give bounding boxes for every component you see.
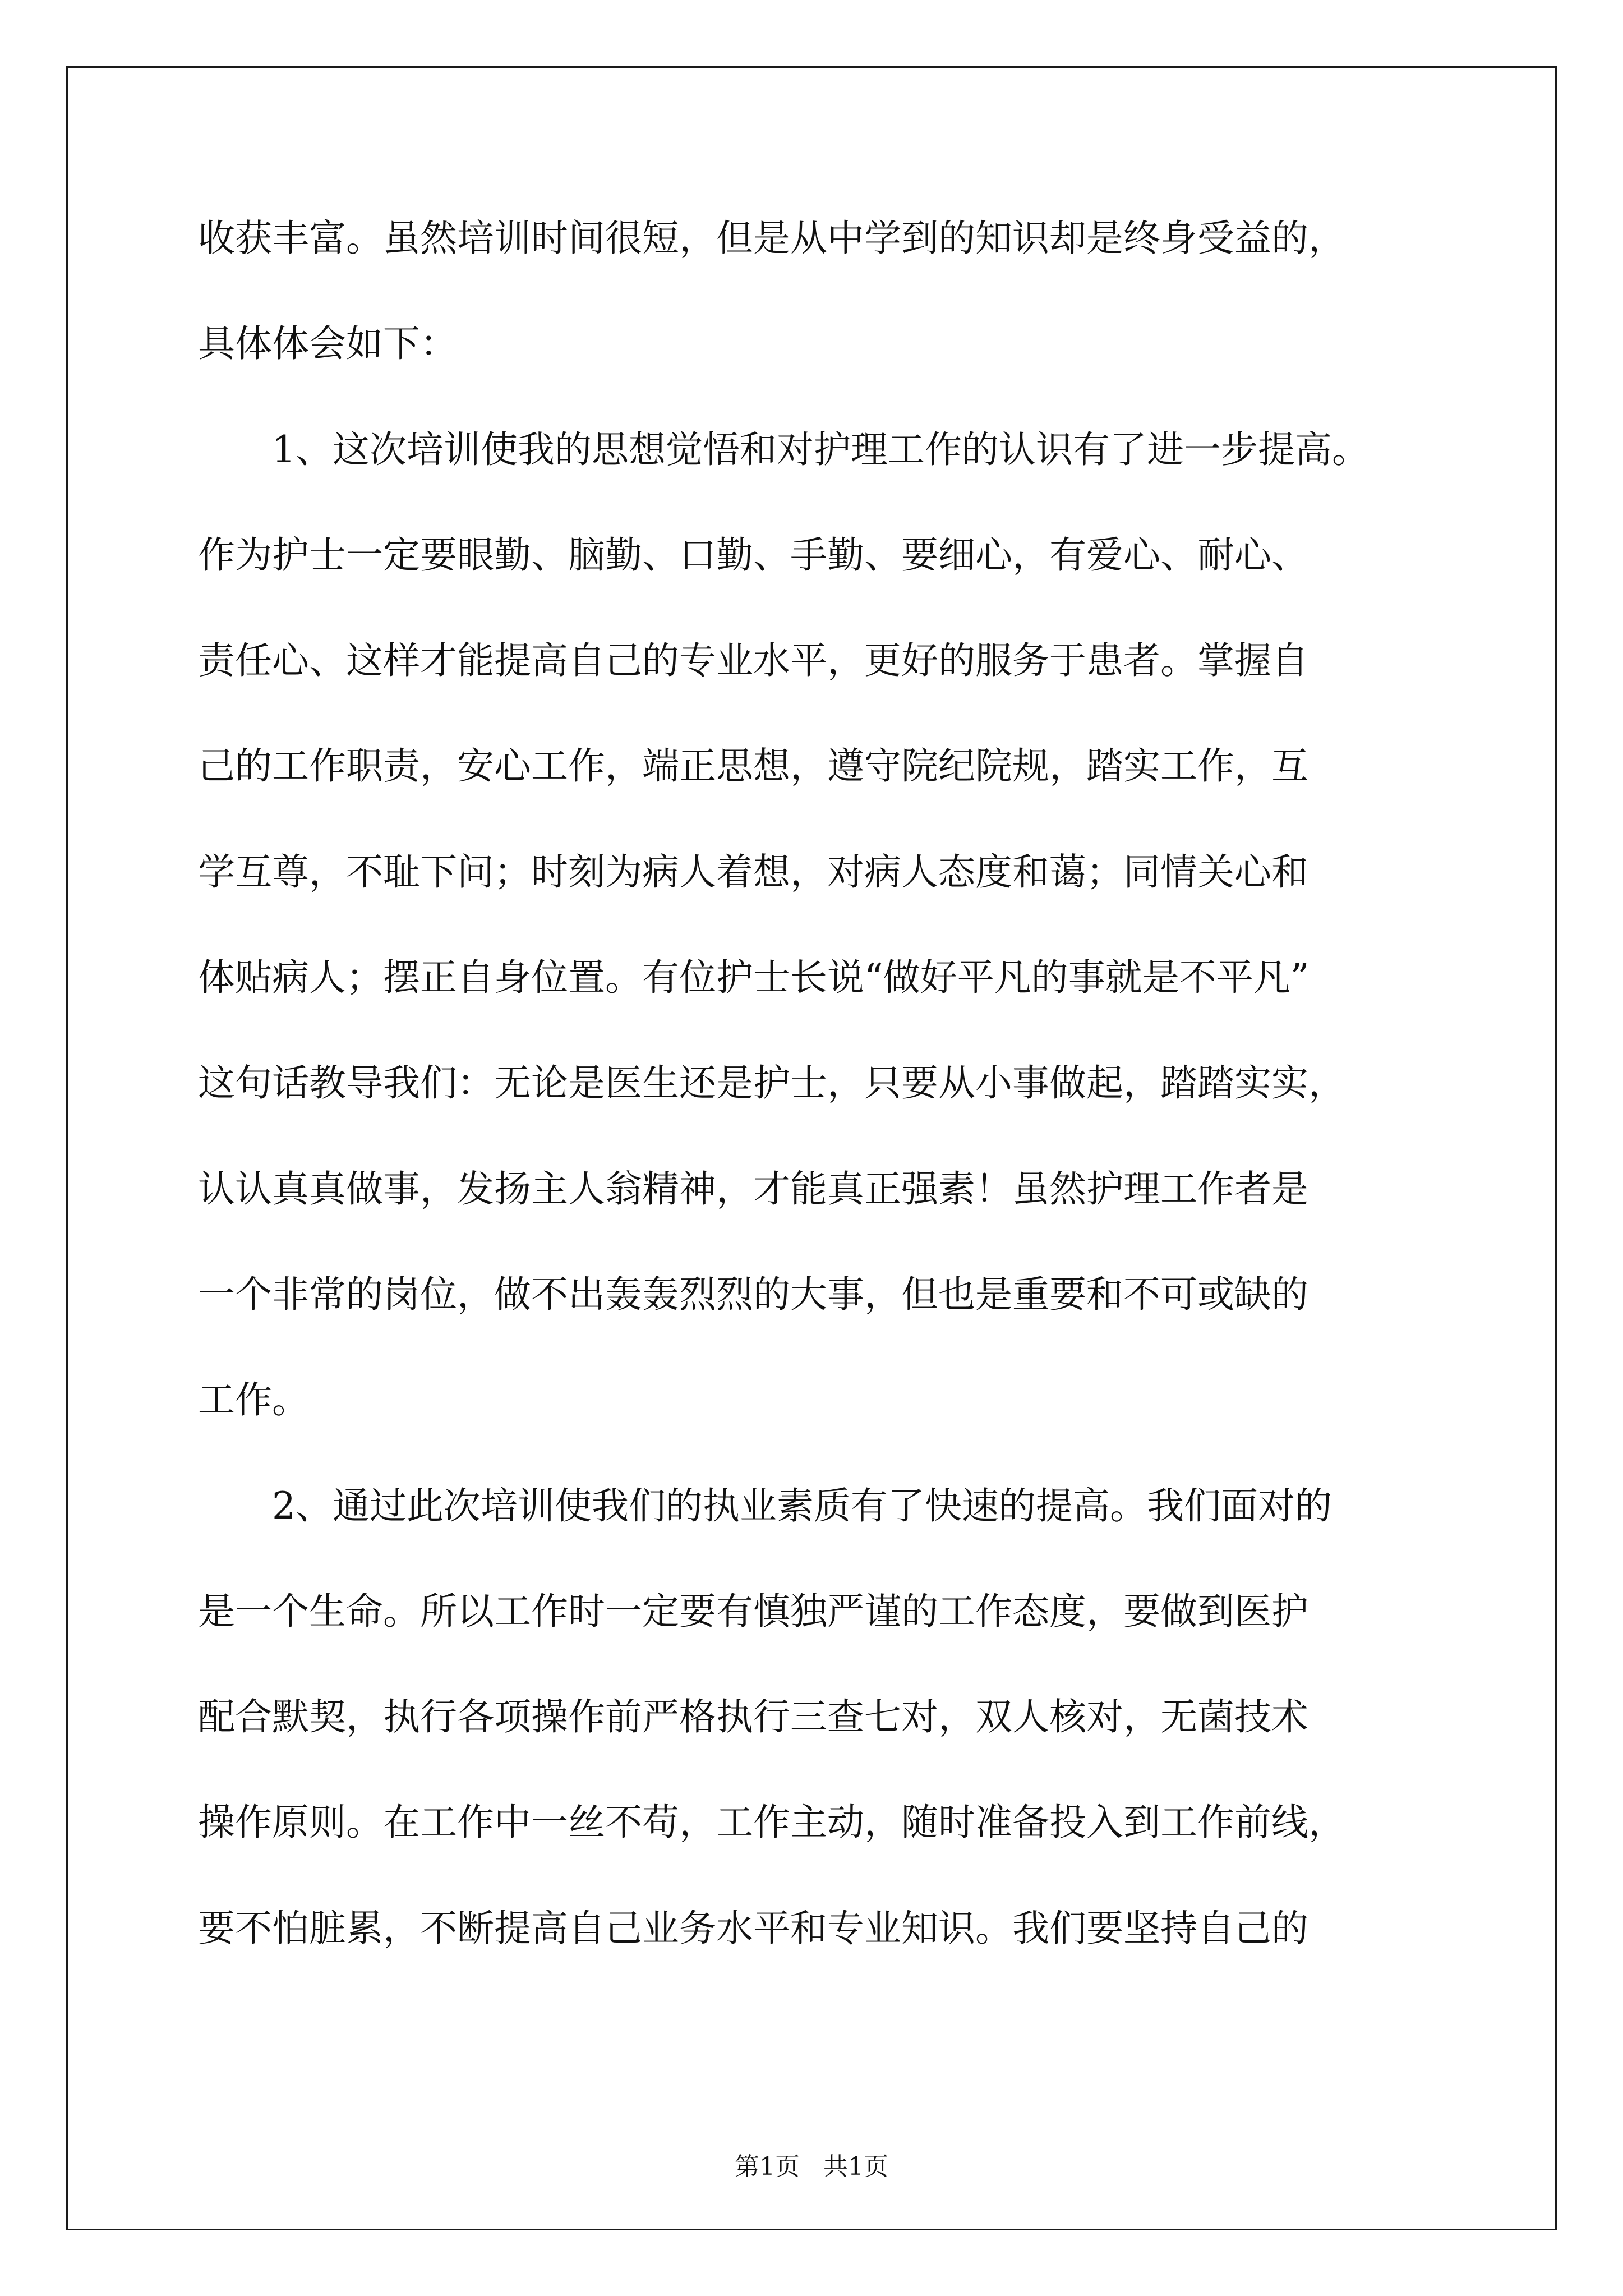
text-line: 一个非常的岗位，做不出轰轰烈烈的大事，但也是重要和不可或缺的 — [198, 1272, 1308, 1316]
text-line: 操作原则。在工作中一丝不苟，工作主动，随时准备投入到工作前线， — [198, 1801, 1345, 1844]
text-line: 要不怕脏累，不断提高自己业务水平和专业知识。我们要坚持自己的 — [198, 1906, 1308, 1950]
text-line: 作为护士一定要眼勤、脑勤、口勤、手勤、要细心，有爱心、耐心、 — [198, 533, 1308, 577]
text-line: 具体体会如下： — [198, 322, 457, 366]
text-line: 配合默契，执行各项操作前严格执行三查七对，双人核对，无菌技术 — [198, 1695, 1308, 1739]
text-line: 己的工作职责，安心工作，端正思想，遵守院纪院规，踏实工作，互 — [198, 744, 1308, 788]
document-body — [198, 208, 1465, 2003]
text-line: 1、这次培训使我的思想觉悟和对护理工作的认识有了进一步提高。 — [272, 427, 1369, 471]
page-number-footer: 第1页 共1页 — [735, 2152, 888, 2181]
text-line: 收获丰富。虽然培训时间很短，但是从中学到的知识却是终身受益的， — [198, 217, 1345, 260]
text-line: 体贴病人；摆正自身位置。有位护士长说“做好平凡的事就是不平凡” — [198, 956, 1310, 1000]
text-line: 这句话教导我们：无论是医生还是护士，只要从小事做起，踏踏实实， — [198, 1061, 1345, 1105]
text-line: 工作。 — [198, 1378, 309, 1422]
text-line: 认认真真做事，发扬主人翁精神，才能真正强素！虽然护理工作者是 — [198, 1167, 1308, 1211]
text-line: 责任心、这样才能提高自己的专业水平，更好的服务于患者。掌握自 — [198, 639, 1308, 683]
text-line: 2、通过此次培训使我们的执业素质有了快速的提高。我们面对的 — [272, 1484, 1332, 1527]
text-line: 是一个生命。所以工作时一定要有慎独严谨的工作态度，要做到医护 — [198, 1589, 1308, 1633]
text-line: 学互尊，不耻下问；时刻为病人着想，对病人态度和蔼；同情关心和 — [198, 850, 1308, 894]
